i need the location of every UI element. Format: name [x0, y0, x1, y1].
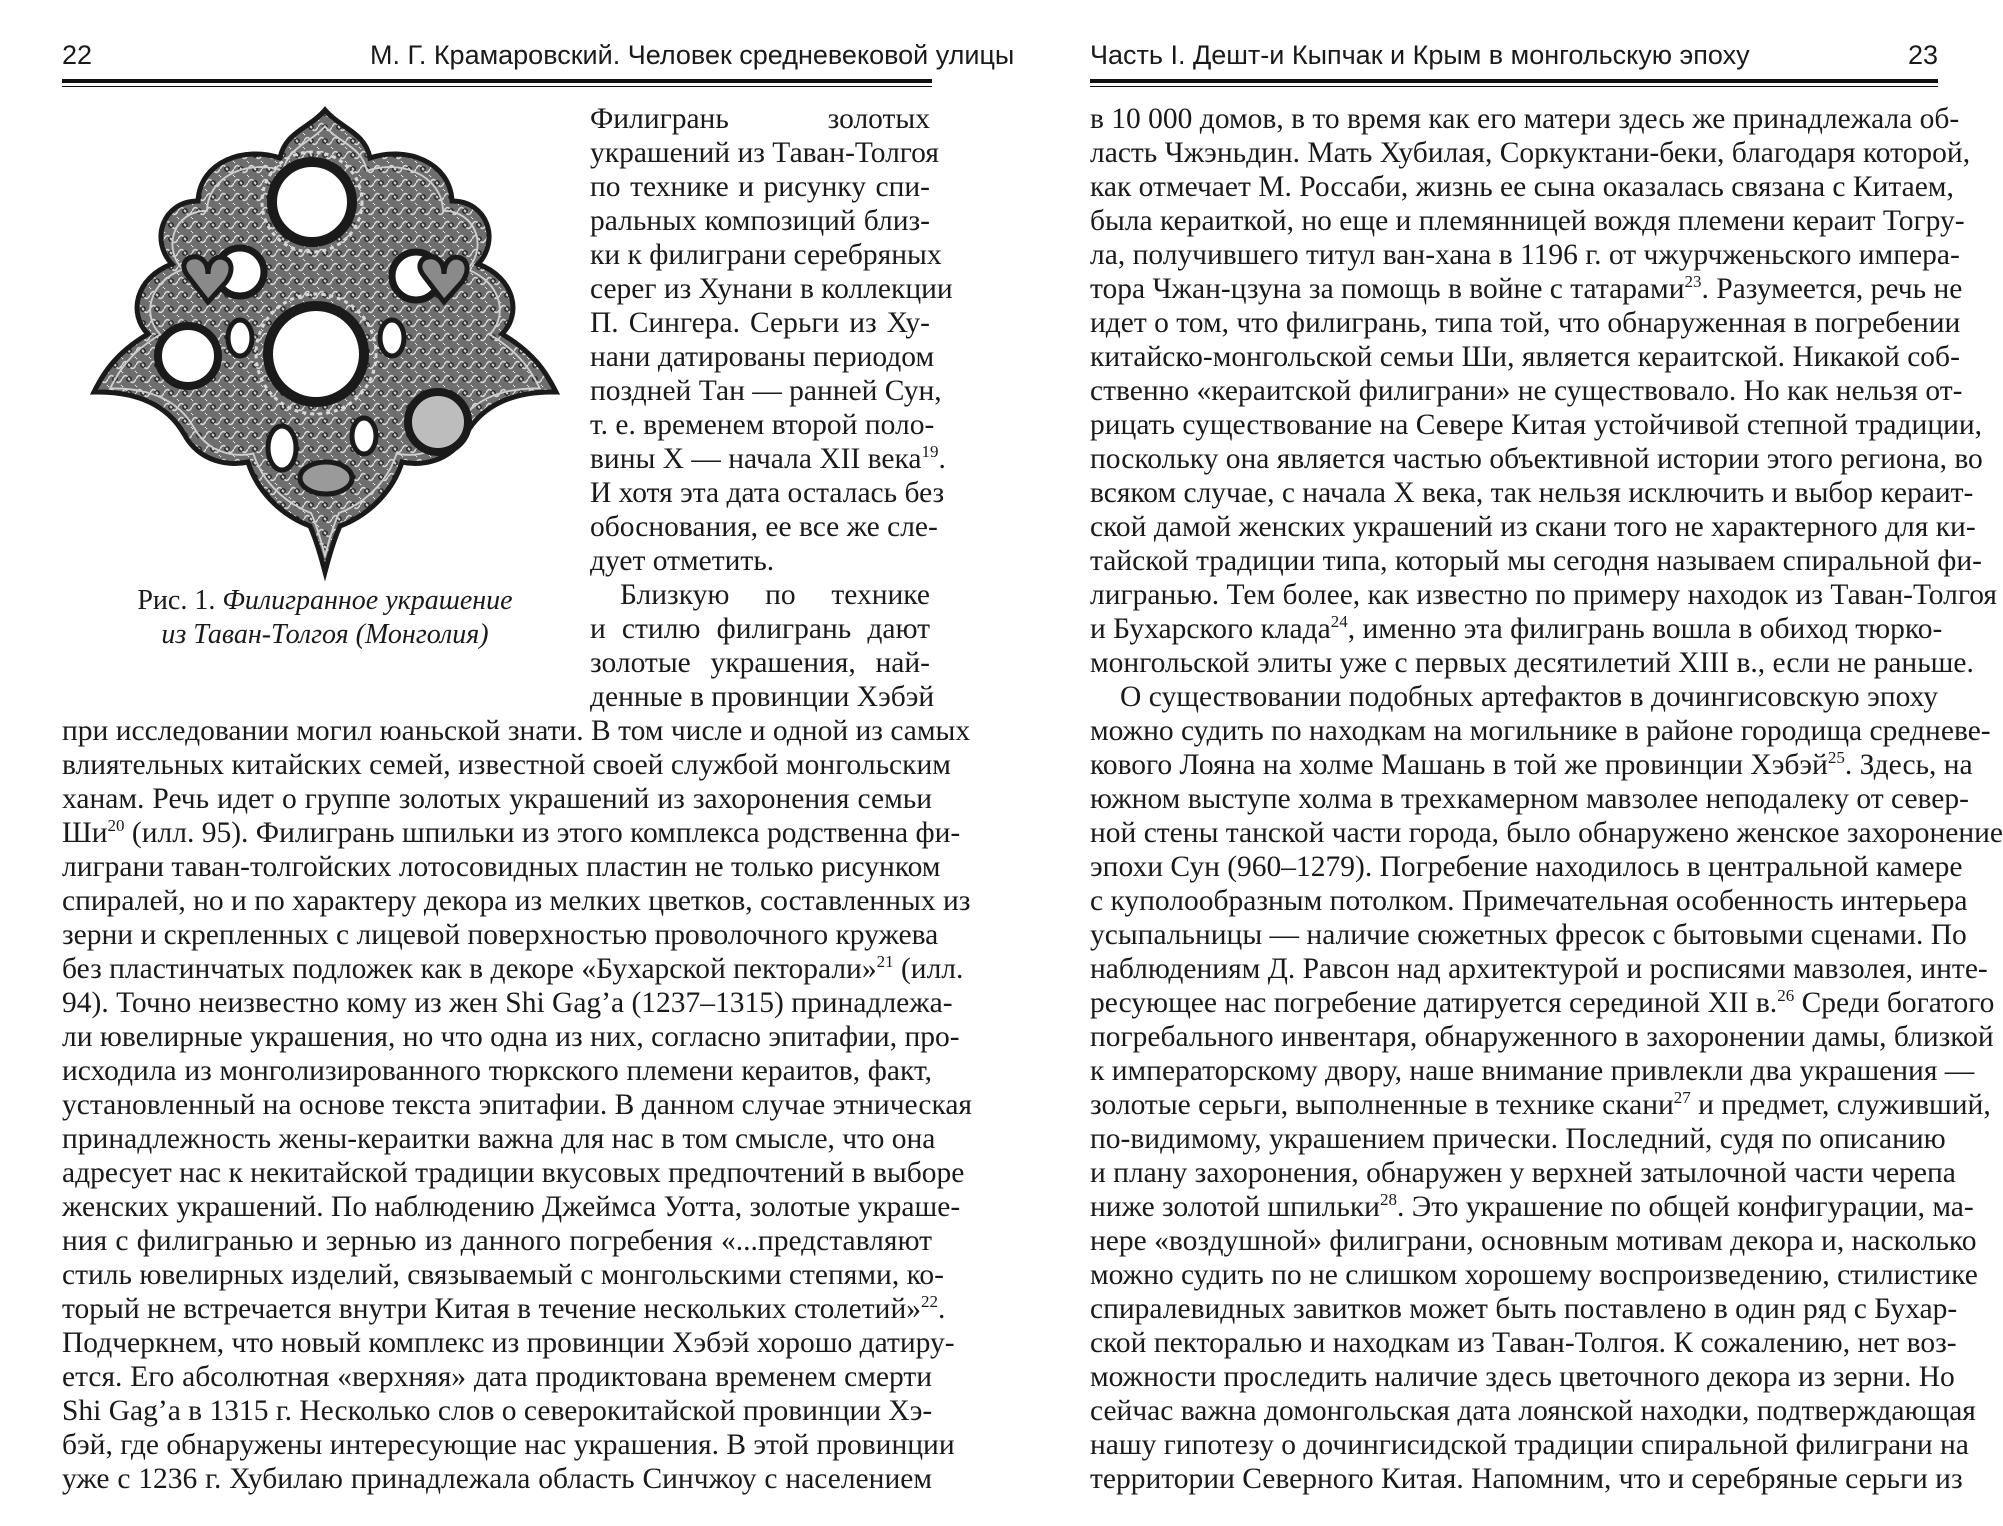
text-line: ки к филиграни серебряных [590, 239, 942, 271]
text-line: ральных композиций близ- [590, 205, 930, 237]
text-line-part: и Бухарского клада [1090, 613, 1331, 645]
text-line: сейчас важна домонгольская дата лоянской находки, подтверждающая [1090, 1395, 1976, 1427]
text-line: И хотя эта дата осталась без [590, 477, 945, 509]
text-line: и плану захоронения, обнаружен у верхней затылочной части черепа [1090, 1157, 1956, 1189]
text-line-part: тора Чжан-цзуна за помощь в войне с татарами [1090, 273, 1685, 305]
text-line: принадлежность жены-кераитки важна для нас в том смысле, что она [62, 1123, 936, 1155]
text-line: южном выступе холма в трехкамерном мавзолее неподалеку от север- [1090, 783, 1969, 815]
text-line: установленный на основе текста эпитафии. В данном случае этническая [62, 1089, 973, 1121]
filigree-ornament-image [80, 106, 570, 576]
figure-caption-line-2 [70, 618, 580, 652]
text-line: можно судить по находкам на могильнике в районе городища средневе- [1090, 715, 1991, 747]
text-line: эпохи Сун (960–1279). Погребение находилось в центральной камере [1090, 851, 1963, 883]
footnote-ref[interactable]: 24 [1330, 612, 1348, 631]
footnote-ref[interactable]: 21 [876, 952, 894, 971]
text-line-part: . [938, 1293, 946, 1325]
text-line-part: (илл. 95). Филигрань шпильки из этого комплекса родственна фи- [124, 817, 961, 849]
text-line: денные в провинции Хэбэй [590, 681, 935, 713]
footnote-ref[interactable]: 23 [1684, 272, 1702, 291]
text-line: с куполообразным потолком. Примечательная особенность интерьера [1090, 885, 1968, 917]
figure-caption-title: Филигранное украшение [222, 585, 513, 616]
figure-caption-prefix: Рис. 1. [137, 585, 216, 616]
text-line [1090, 748, 1973, 782]
text-line: нере «воздушной» филиграни, основным мотивам декора и, насколько [1090, 1225, 1977, 1257]
text-line: бэй, где обнаружены интересующие нас украшения. В этой провинции [62, 1429, 955, 1461]
text-line: ли ювелирные украшения, но что одна из них, согласно эпитафии, про- [62, 1021, 960, 1053]
text-line [1090, 612, 1943, 646]
text-line: к императорскому двору, наше внимание привлекли два украшения — [1090, 1055, 1975, 1087]
text-line: исходила из монголизированного тюркского племени кераитов, факт, [62, 1055, 932, 1087]
text-line: украшений из Таван-Толгоя [590, 137, 939, 169]
text-line [1090, 272, 1963, 306]
text-line: Филигрань золотых [590, 103, 930, 135]
text-line-part: вины X — начала XII века [590, 443, 922, 475]
text-line: зерни и скрепленных с лицевой поверхностью проволочного кружева [62, 919, 939, 951]
text-line-part: золотые серьги, выполненные в технике скани [1090, 1089, 1674, 1121]
text-line: стиль ювелирных изделий, связываемый с монгольскими степями, ко- [62, 1259, 944, 1291]
right-header-rule-thin [1090, 86, 1938, 87]
footnote-ref[interactable]: 25 [1827, 748, 1845, 767]
figure-caption-title-cont: из Таван-Толгоя (Монголия) [161, 619, 489, 650]
text-line-part: ресующее нас погребение датируется серединой XII в. [1090, 987, 1778, 1019]
text-line: по технике и рисунку спи- [590, 171, 930, 203]
text-line: всяком случае, с начала X века, так нельзя исключить и выбор кераит- [1090, 477, 1974, 509]
text-line: женских украшений. По наблюдению Джеймса Уотта, золотые украше- [62, 1191, 961, 1223]
text-line: 94). Точно неизвестно кому из жен Shi Gag’a (1237–1315) принадлежа- [62, 987, 953, 1019]
text-line: можно судить по не слишком хорошему воспроизведению, стилистике [1090, 1259, 1978, 1291]
text-line: ской пекторалью и находкам из Таван-Толгоя. К сожалению, нет воз- [1090, 1327, 1957, 1359]
figure-caption-line-1 [70, 584, 580, 618]
text-line: можности проследить наличие здесь цветочного декора из зерни. Но [1090, 1361, 1955, 1393]
text-line: нани датированы периодом [590, 341, 935, 373]
text-line: ния с филигранью и зернью из данного погребения «...представляют [62, 1225, 932, 1257]
text-line-part: торый не встречается внутри Китая в течение нескольких столетий» [62, 1293, 921, 1325]
text-line: нашу гипотезу о дочингисидской традиции спиральной филиграни на [1090, 1429, 1969, 1461]
text-line [62, 952, 964, 986]
text-line: Shi Gag’a в 1315 г. Несколько слов о северокитайской провинции Хэ- [62, 1395, 933, 1427]
text-line: ной стены танской части города, было обнаружено женское захоронение [1090, 817, 2003, 849]
text-line-part: . Это украшение по общей конфигурации, ма- [1396, 1191, 1974, 1223]
text-line: уже с 1236 г. Хубилаю принадлежала область Синчжоу с населением [62, 1463, 932, 1495]
text-line-part: . Разумеется, речь не [1701, 273, 1963, 305]
text-line: ла, получившего титул ван-хана в 1196 г. от чжурчженьского импера- [1090, 239, 1960, 271]
left-page-number: 22 [62, 40, 93, 70]
text-line [62, 816, 961, 850]
text-line [1090, 1088, 1991, 1122]
text-line: т. е. временем второй поло- [590, 409, 935, 441]
text-line: в 10 000 домов, в то время как его матери здесь же принадлежала об- [1090, 103, 1960, 135]
footnote-ref[interactable]: 27 [1673, 1088, 1691, 1107]
text-line: дует отметить. [590, 545, 775, 577]
text-line: ласть Чжэньдин. Мать Хубилая, Соркуктани-беки, благодаря которой, [1090, 137, 1971, 169]
text-line: тайской традиции типа, который мы сегодня называем спиральной фи- [1090, 545, 1983, 577]
text-line-part: и предмет, служивший, [1690, 1089, 1991, 1121]
text-line: усыпальницы — наличие сюжетных фресок с бытовыми сценами. По [1090, 919, 1967, 951]
text-line: поскольку она является частью объективной истории этого региона, во [1090, 443, 1983, 475]
right-page-number: 23 [1907, 40, 1938, 70]
text-line: идет о том, что филигрань, типа той, что обнаруженная в погребении [1090, 307, 1961, 339]
text-line: П. Сингера. Серьги из Ху- [590, 307, 930, 339]
left-running-head: М. Г. Крамаровский. Человек средневековой улицы [370, 40, 1015, 70]
text-line: ется. Его абсолютная «верхняя» дата продиктована временем смерти [62, 1361, 932, 1393]
text-line: китайско-монгольской семьи Ши, является кераитской. Никакой соб- [1090, 341, 1960, 373]
text-line: по-видимому, украшением прически. Последний, судя по описанию [1090, 1123, 1946, 1155]
text-line [1090, 986, 1995, 1020]
text-line-part: без пластинчатых подложек как в декоре «Бухарской пекторали» [62, 953, 877, 985]
footnote-ref[interactable]: 20 [107, 816, 125, 835]
text-line: была кераиткой, но еще и племянницей вождя племени кераит Тогру- [1090, 205, 1965, 237]
text-line: территории Северного Китая. Напомним, что и серебряные серьги из [1090, 1463, 1963, 1495]
text-line: и стилю филигрань дают [590, 613, 930, 645]
text-line: Близкую по технике [620, 579, 930, 611]
text-line [62, 1292, 946, 1326]
text-line: монгольской элиты уже с первых десятилетий XIII в., если не раньше. [1090, 647, 1974, 679]
text-line: обоснования, ее все же сле- [590, 511, 938, 543]
text-line: как отмечает М. Россаби, жизнь ее сына оказалась связана с Китаем, [1090, 171, 1954, 203]
text-line-part: Ши [62, 817, 108, 849]
right-page [1000, 0, 2003, 1526]
text-line-part: ниже золотой шпильки [1090, 1191, 1380, 1223]
text-line: спиралей, но и по характеру декора из мелких цветков, составленных из [62, 885, 971, 917]
text-line: лигранью. Тем более, как известно по примеру находок из Таван-Толгоя [1090, 579, 1997, 611]
left-header-rule-thin [62, 86, 932, 87]
right-header-rule [1090, 79, 1938, 83]
text-line: Подчеркнем, что новый комплекс из провинции Хэбэй хорошо датиру- [62, 1327, 955, 1359]
text-line: спиралевидных завитков может быть поставлено в один ряд с Бухар- [1090, 1293, 1958, 1325]
text-line: рицать существование на Севере Китая устойчивой степной традиции, [1090, 409, 1983, 441]
text-line: О существовании подобных артефактов в дочингисовскую эпоху [1120, 681, 1938, 713]
footnote-ref[interactable]: 19 [921, 442, 939, 461]
text-line-part: (илл. [893, 953, 964, 985]
text-line: серег из Хунани в коллекции [590, 273, 953, 305]
text-line: ской дамой женских украшений из скани того не характерного для ки- [1090, 511, 1976, 543]
text-line: поздней Тан — ранней Сун, [590, 375, 942, 407]
text-line: адресует нас к некитайской традиции вкусовых предпочтений в выборе [62, 1157, 965, 1189]
footnote-ref[interactable]: 22 [921, 1292, 938, 1311]
text-line: ственно «кераитской филиграни» не существовало. Но как нельзя от- [1090, 375, 1963, 407]
footnote-ref[interactable]: 26 [1777, 986, 1795, 1005]
text-line: вины X — начала XII века$^{19}$. [590, 442, 946, 475]
text-line: погребального инвентаря, обнаруженного в захоронении дамы, близкой [1090, 1021, 1994, 1053]
text-line-part: Среди богатого [1794, 987, 1995, 1019]
left-header-rule [62, 79, 932, 83]
text-line-part: кового Лояна на холме Машань в той же провинции Хэбэй [1090, 749, 1828, 781]
text-line: ханам. Речь идет о группе золотых украшений из захоронения семьи [62, 783, 932, 815]
right-running-head: Часть I. Дешт-и Кыпчак и Крым в монгольскую эпоху [1090, 40, 1750, 70]
text-line [1090, 1190, 1974, 1224]
text-line: золотые украшения, най- [590, 647, 930, 679]
text-line: наблюдениям Д. Равсон над архитектурой и росписями мавзолея, инте- [1090, 953, 1988, 985]
footnote-ref[interactable]: 28 [1379, 1190, 1397, 1209]
text-line-part: , именно эта филигрань вошла в обиход тюрко- [1347, 613, 1943, 645]
text-line: лиграни таван-толгойских лотосовидных пластин не только рисунком [62, 851, 941, 883]
text-line-part: . Здесь, на [1844, 749, 1973, 781]
text-line: влиятельных китайских семей, известной своей службой монгольским [62, 749, 951, 781]
text-line: при исследовании могил юаньской знати. В том числе и одной из самых [62, 715, 971, 747]
